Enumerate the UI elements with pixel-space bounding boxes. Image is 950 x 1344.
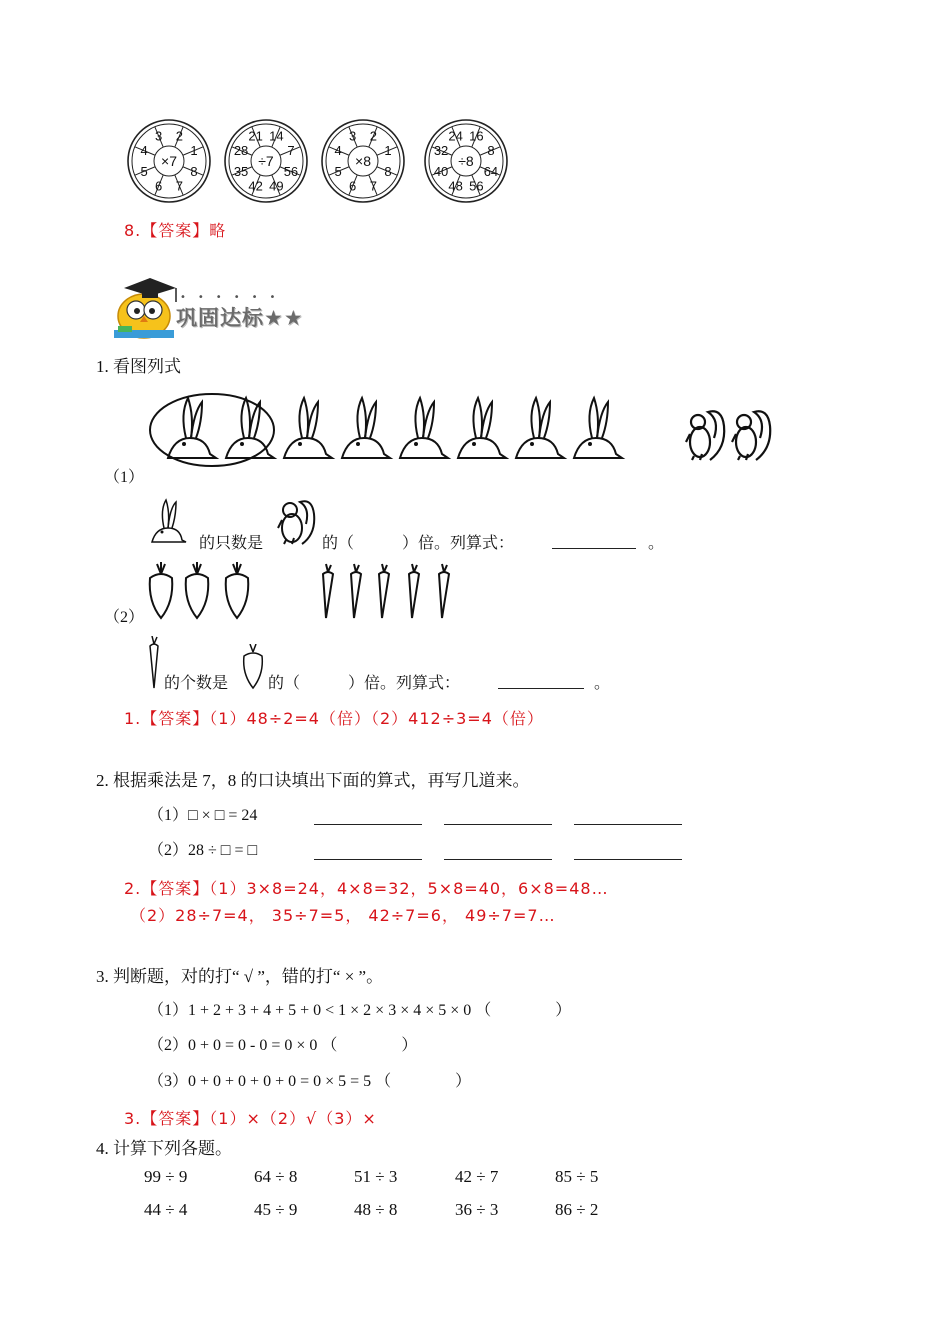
wheel-number: 35: [233, 163, 249, 179]
wheel-center-operation: ×8: [355, 153, 371, 169]
wheel-number: 7: [369, 178, 377, 194]
q4-problem: 86 ÷ 2: [555, 1200, 599, 1219]
wheel-center-operation: ×7: [161, 153, 177, 169]
wheel-number: 16: [469, 128, 484, 144]
q1-part2-formula-blank[interactable]: [498, 672, 584, 689]
wheel-number: 2: [175, 128, 183, 144]
rabbit-icon: [574, 398, 622, 458]
q1-part2-label: （2）: [104, 609, 145, 626]
q1-part1-end: 。: [648, 535, 665, 552]
q1-part2-text-a: 的个数是: [164, 675, 229, 692]
q4-problem: 85 ÷ 5: [555, 1167, 599, 1186]
q1-answer: 1.【答案】（1）48÷2=4（倍）（2）412÷3=4（倍）: [124, 709, 544, 728]
q2-row2-blank-1[interactable]: [314, 843, 422, 860]
carrots-illustration: [144, 560, 464, 622]
section-title: 巩固达标★★: [176, 306, 304, 330]
q4-problem: 99 ÷ 9: [144, 1167, 188, 1186]
wheel-number: 1: [384, 143, 392, 159]
wheel-number: 42: [248, 178, 263, 194]
wheel-number: 1: [190, 143, 198, 159]
q1-part1-text-b: 的（ ）倍。列算式：: [322, 535, 515, 552]
wheel-number: 4: [140, 143, 148, 159]
wheel-number: 21: [248, 128, 263, 144]
number-wheel: [320, 118, 406, 204]
rabbit-icon: [284, 398, 332, 458]
q2-row2-blank-2[interactable]: [444, 843, 552, 860]
q2-row1-blank-3[interactable]: [574, 808, 682, 825]
wheel-number: 6: [155, 178, 163, 194]
long-carrot-icon: [379, 564, 389, 618]
q4-problem: 44 ÷ 4: [144, 1200, 188, 1219]
wheel-number: 24: [448, 128, 463, 144]
rabbit-icon: [458, 398, 506, 458]
wheel-number: 56: [469, 178, 484, 194]
section-banner: •••••• 巩固达标★★: [110, 272, 350, 342]
wheel-number: 6: [349, 178, 357, 194]
wheel-number: 8: [384, 163, 392, 179]
q4-problem: 42 ÷ 7: [455, 1167, 499, 1186]
wheel-number: 3: [349, 128, 357, 144]
wheel-number: 14: [269, 128, 284, 144]
q2-title: 2. 根据乘法是 7，8 的口诀填出下面的算式，再写几道来。: [96, 771, 530, 790]
q3-answer: 3.【答案】（1）×（2）√（3）×: [124, 1109, 377, 1128]
wheel-number: 5: [334, 163, 342, 179]
wheel-number: 7: [287, 143, 295, 159]
long-carrot-icon: [439, 564, 449, 618]
q3-item-1: （1）1 + 2 + 3 + 4 + 5 + 0 < 1 × 2 × 3 × 4 × 5 × 0 （ ）: [148, 1002, 572, 1019]
long-carrot-icon: [351, 564, 361, 618]
q3-title: 3. 判断题，对的打“ √ ”，错的打“ × ”。: [96, 967, 384, 986]
q1-part2-end: 。: [594, 675, 611, 692]
q2-row2-equation: （2）28 ÷ □ = □: [148, 842, 258, 859]
round-carrot-icon: [226, 562, 249, 618]
number-wheel: [223, 118, 309, 204]
q4-title: 4. 计算下列各题。: [96, 1139, 232, 1158]
q4-problem: 45 ÷ 9: [254, 1200, 298, 1219]
q1-part1-label: （1）: [104, 469, 145, 486]
round-carrot-icon: [150, 562, 173, 618]
wheel-number: 7: [175, 178, 183, 194]
q2-answer-line2: （2）28÷7=4， 35÷7=5， 42÷7=6， 49÷7=7…: [130, 906, 556, 925]
wheel-number: 40: [433, 163, 449, 179]
q1-part1-formula-blank[interactable]: [552, 532, 636, 549]
wheel-number: 5: [140, 163, 148, 179]
wheel-number: 4: [334, 143, 342, 159]
wheel-number: 32: [433, 143, 449, 159]
wheel-center-operation: ÷8: [458, 153, 474, 169]
number-wheel: [126, 118, 212, 204]
rabbit-icon: [168, 398, 216, 458]
wheel-number: 28: [233, 143, 249, 159]
q4-problem: 64 ÷ 8: [254, 1167, 298, 1186]
wheel-center-operation: ÷7: [258, 153, 274, 169]
q4-problem: 51 ÷ 3: [354, 1167, 398, 1186]
q1-title: 1. 看图列式: [96, 357, 181, 376]
round-carrot-icon: [240, 644, 266, 695]
q4-problem: 48 ÷ 8: [354, 1200, 398, 1219]
round-carrot-icon: [186, 562, 209, 618]
q2-row2-blank-3[interactable]: [574, 843, 682, 860]
long-carrot-icon: [146, 636, 162, 695]
long-carrot-icon: [409, 564, 419, 618]
number-wheel: [423, 118, 509, 204]
q2-row2: [148, 837, 704, 860]
animal-picture-row: [148, 390, 788, 470]
wheel-number: 48: [448, 178, 463, 194]
rabbits-and-squirrels-illustration: [148, 390, 788, 470]
wheel-number: 49: [269, 178, 284, 194]
q3-item-2: （2）0 + 0 = 0 - 0 = 0 × 0 （ ）: [148, 1037, 418, 1054]
rabbit-icon: [516, 398, 564, 458]
q2-row1-blank-2[interactable]: [444, 808, 552, 825]
long-carrot-icon: [323, 564, 333, 618]
rabbit-icon: [342, 398, 390, 458]
wheel-number: 8: [190, 163, 198, 179]
q2-row1-equation: （1）□ × □ = 24: [148, 807, 258, 824]
q2-row1-blank-1[interactable]: [314, 808, 422, 825]
q2-answer-line1: 2.【答案】（1）3×8=24，4×8=32，5×8=40，6×8=48…: [124, 879, 609, 898]
wheel-number: 3: [155, 128, 163, 144]
answer-8: 8.【答案】略: [124, 221, 227, 240]
q1-part2-text-b: 的（ ）倍。列算式：: [268, 675, 461, 692]
wheel-number: 64: [483, 163, 499, 179]
rabbit-small-icon: [146, 498, 190, 551]
q4-problem: 36 ÷ 3: [455, 1200, 499, 1219]
q1-part1-text-a: 的只数是: [199, 535, 264, 552]
q3-item-3: （3）0 + 0 + 0 + 0 + 0 = 0 × 5 = 5 （ ）: [148, 1073, 472, 1090]
q2-row1: [148, 802, 704, 825]
squirrel-small-icon: [276, 494, 320, 551]
wheel-number: 56: [283, 163, 299, 179]
squirrel-icon: [686, 411, 724, 460]
squirrel-icon: [732, 411, 770, 460]
rabbit-icon: [226, 398, 274, 458]
rabbit-icon: [400, 398, 448, 458]
wheel-number: 2: [369, 128, 377, 144]
wheel-number: 8: [487, 143, 495, 159]
